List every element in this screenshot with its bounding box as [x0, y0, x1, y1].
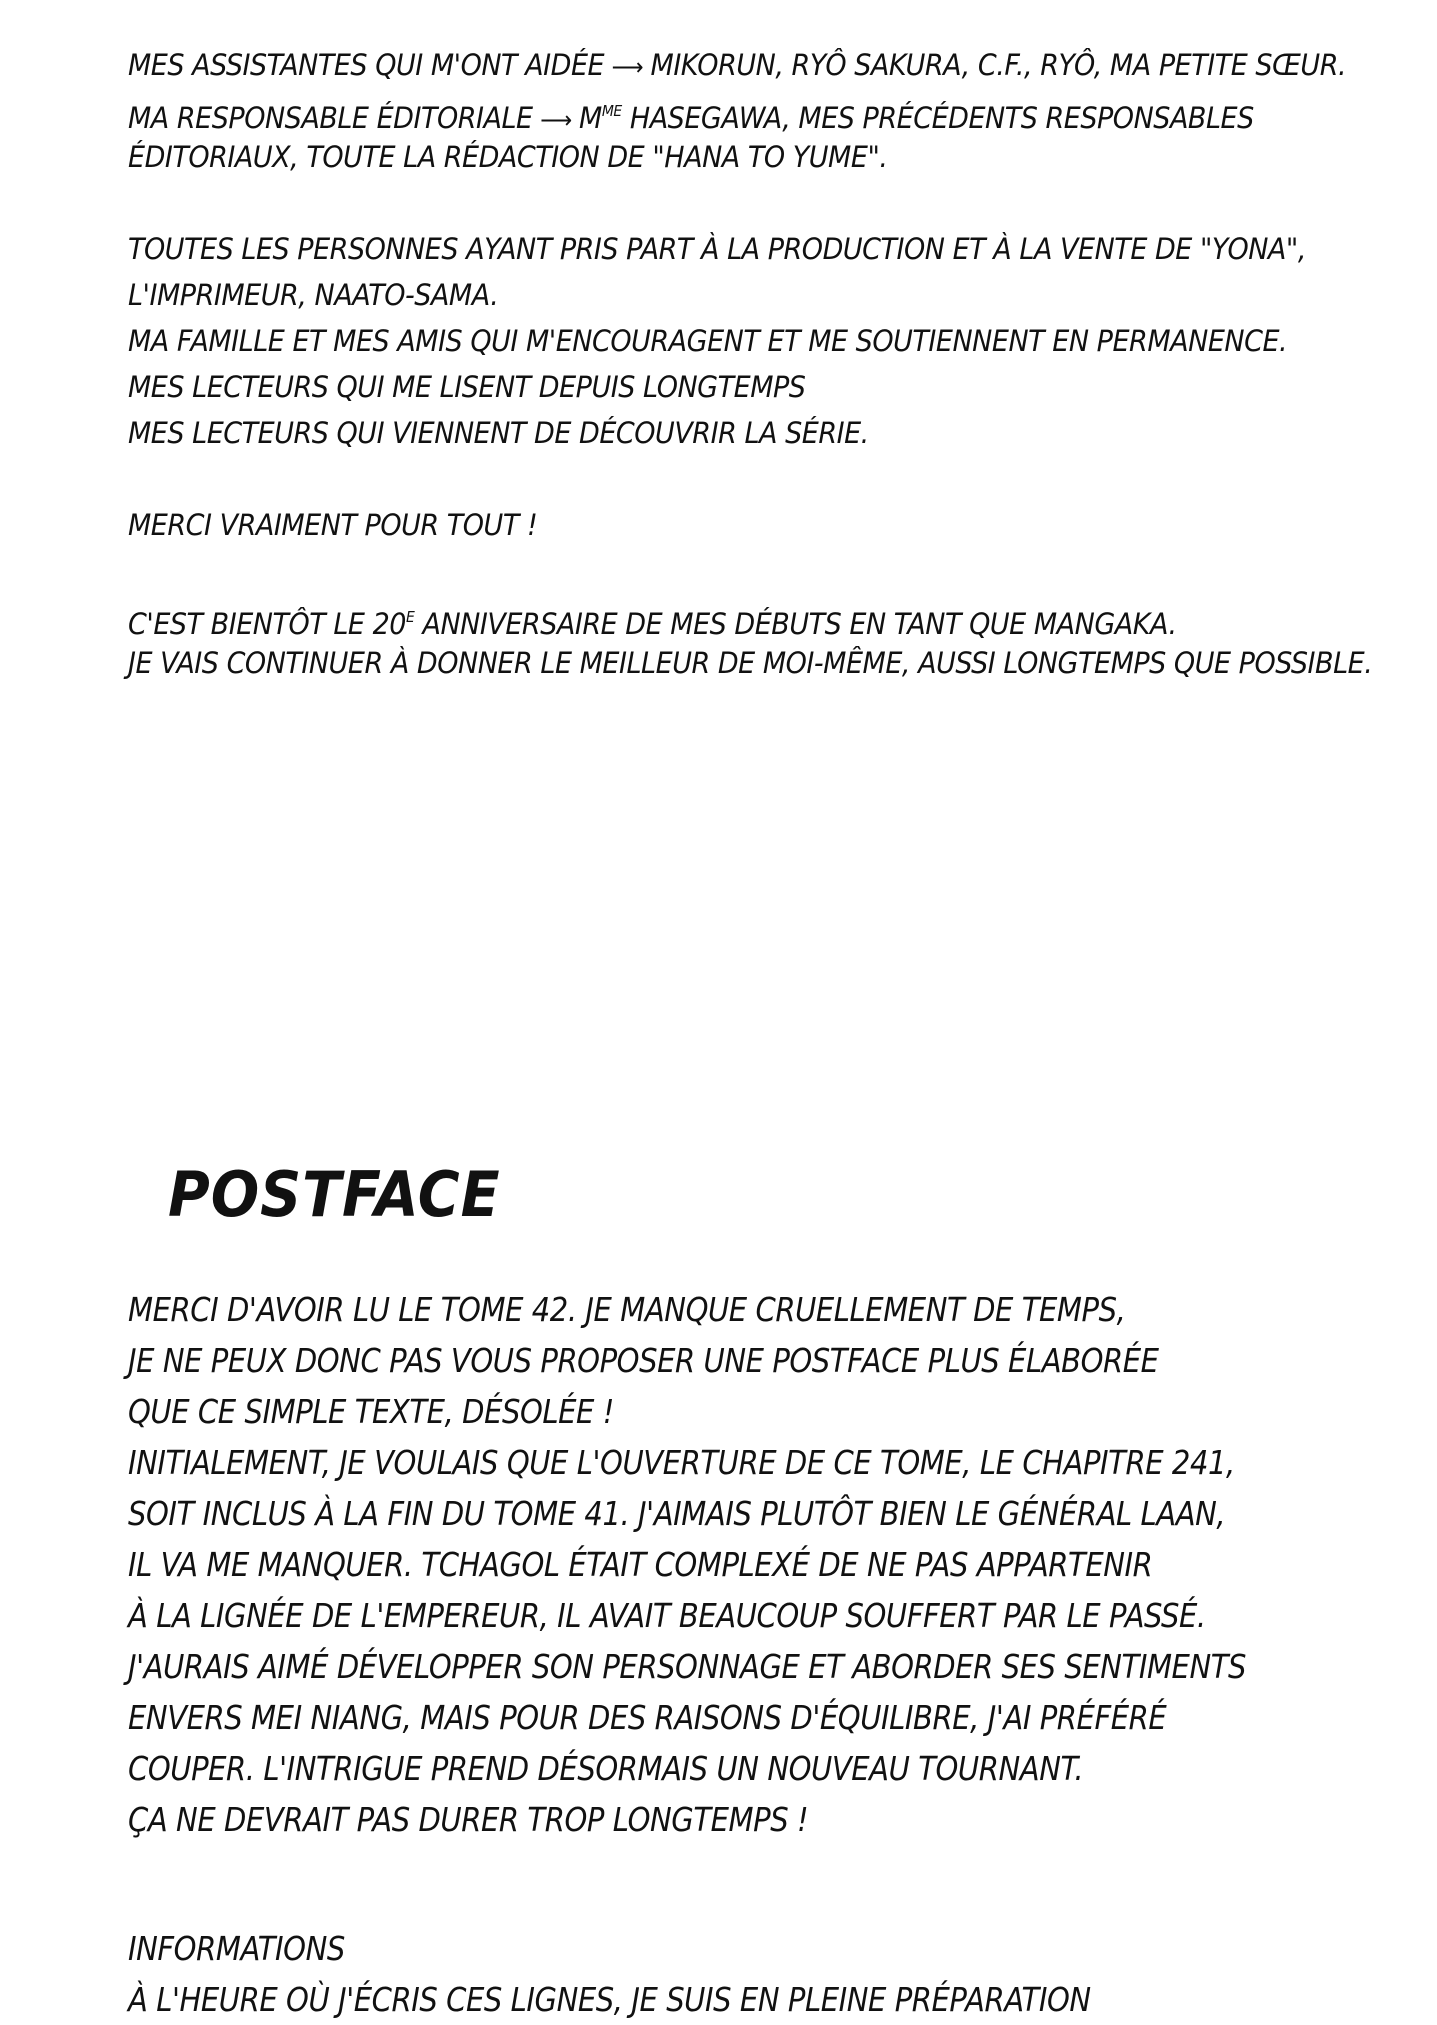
- readers-line-2: MES LECTEURS QUI VIENNENT DE DÉCOUVRIR LA SÉRIE.: [128, 416, 869, 450]
- production-line-1: TOUTES LES PERSONNES AYANT PRIS PART À LA PRODUCTION ET À LA VENTE DE "YONA",: [128, 232, 1306, 266]
- postface-line: QUE CE SIMPLE TEXTE, DÉSOLÉE !: [128, 1392, 614, 1431]
- postface-line: INITIALEMENT, JE VOULAIS QUE L'OUVERTURE DE CE TOME, LE CHAPITRE 241,: [128, 1443, 1235, 1482]
- arrow-icon: ⟶: [611, 53, 644, 81]
- postface-line: À LA LIGNÉE DE L'EMPEREUR, IL AVAIT BEAUCOUP SOUFFERT PAR LE PASSÉ.: [128, 1596, 1206, 1635]
- continue-line: JE VAIS CONTINUER À DONNER LE MEILLEUR DE MOI-MÊME, AUSSI LONGTEMPS QUE POSSIBLE.: [128, 646, 1373, 680]
- assistants-names: MIKORUN, RYÔ SAKURA, C.F., RYÔ, MA PETITE SŒUR.: [650, 48, 1347, 82]
- postface-line: SOIT INCLUS À LA FIN DU TOME 41. J'AIMAIS PLUTÔT BIEN LE GÉNÉRAL LAAN,: [128, 1494, 1226, 1533]
- editor-prefix: MA RESPONSABLE ÉDITORIALE: [128, 101, 533, 135]
- informations-heading: INFORMATIONS: [128, 1929, 345, 1968]
- postface-line: MERCI D'AVOIR LU LE TOME 42. JE MANQUE CRUELLEMENT DE TEMPS,: [128, 1290, 1126, 1329]
- acknowledgements-block: [128, 42, 1373, 686]
- postface-line: ÇA NE DEVRAIT PAS DURER TROP LONGTEMPS !: [128, 1800, 809, 1839]
- editor-line: [128, 88, 1281, 134]
- assistants-prefix: MES ASSISTANTES QUI M'ONT AIDÉE: [128, 48, 605, 82]
- readers-line-1: MES LECTEURS QUI ME LISENT DEPUIS LONGTEMPS: [128, 370, 806, 404]
- paragraph-gap: [128, 456, 1368, 502]
- family-line: MA FAMILLE ET MES AMIS QUI M'ENCOURAGENT ET ME SOUTIENNENT EN PERMANENCE.: [128, 324, 1288, 358]
- production-line-2: L'IMPRIMEUR, NAATO-SAMA.: [128, 278, 499, 312]
- editorial-staff-line: ÉDITORIAUX, TOUTE LA RÉDACTION DE "HANA TO YUME".: [128, 140, 888, 174]
- postface-line: JE NE PEUX DONC PAS VOUS PROPOSER UNE POSTFACE PLUS ÉLABORÉE: [128, 1341, 1159, 1380]
- anniversary-suffix: ANNIVERSAIRE DE MES DÉBUTS EN TANT QUE MANGAKA.: [422, 607, 1177, 641]
- postface-line: IL VA ME MANQUER. TCHAGOL ÉTAIT COMPLEXÉ DE NE PAS APPARTENIR: [128, 1545, 1153, 1584]
- paragraph-gap: [128, 180, 1368, 226]
- postface-line: ENVERS MEI NIANG, MAIS POUR DES RAISONS D'ÉQUILIBRE, J'AI PRÉFÉRÉ: [128, 1698, 1167, 1737]
- editor-names: HASEGAWA, MES PRÉCÉDENTS RESPONSABLES: [629, 101, 1254, 135]
- editor-title: M: [579, 101, 602, 135]
- arrow-icon: ⟶: [540, 106, 572, 134]
- postface-title: POSTFACE: [168, 1158, 501, 1231]
- anniversary-prefix: C'EST BIENTÔT LE 20: [128, 607, 407, 641]
- postface-body: [128, 1284, 1368, 1845]
- thanks-line: MERCI VRAIMENT POUR TOUT !: [128, 508, 538, 542]
- anniversary-superscript: E: [406, 608, 415, 626]
- assistants-line: [128, 42, 1347, 88]
- anniversary-line: [128, 594, 1281, 640]
- informations-block: [128, 1923, 1368, 2025]
- postface-line: COUPER. L'INTRIGUE PREND DÉSORMAIS UN NOUVEAU TOURNANT.: [128, 1749, 1084, 1788]
- postface-line: J'AURAIS AIMÉ DÉVELOPPER SON PERSONNAGE ET ABORDER SES SENTIMENTS: [128, 1647, 1247, 1686]
- informations-line: À L'HEURE OÙ J'ÉCRIS CES LIGNES, JE SUIS EN PLEINE PRÉPARATION: [128, 1980, 1091, 2019]
- paragraph-gap: [128, 548, 1368, 594]
- editor-title-superscript: ME: [601, 102, 622, 120]
